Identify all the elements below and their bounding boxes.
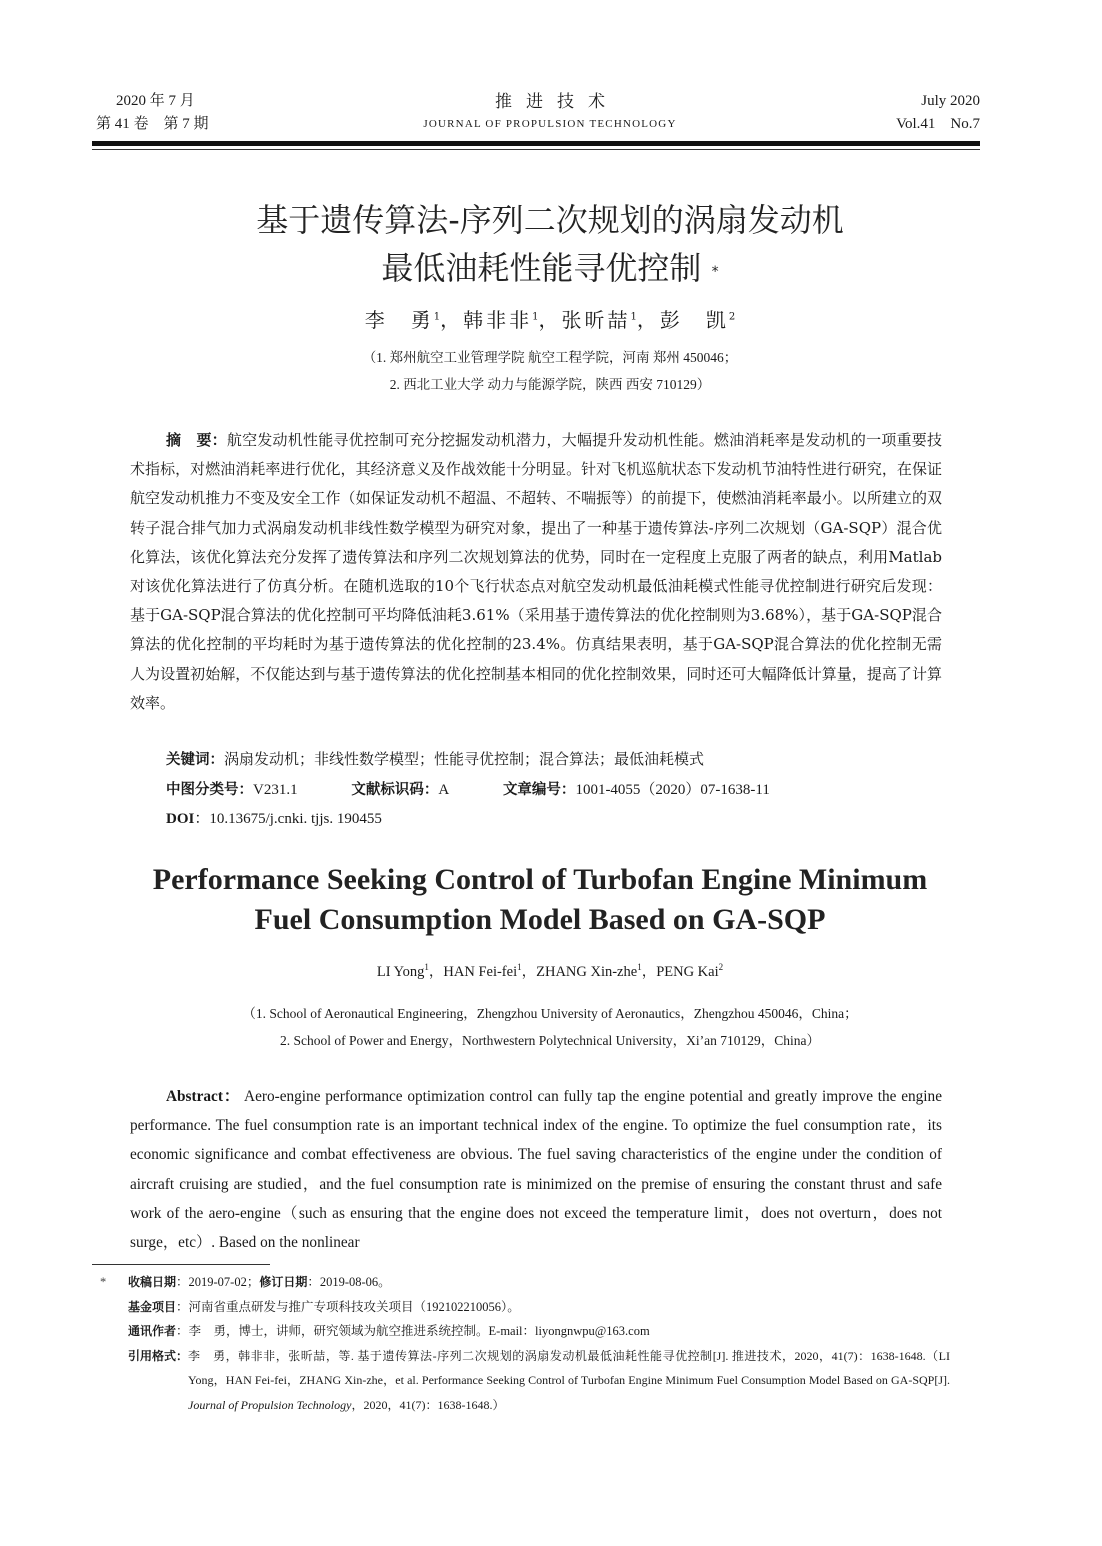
affiliation-en-2: 2. School of Power and Energy，Northwestern Polytechnical University，Xi’an 710129，China） [279, 1033, 821, 1048]
author-en: ZHANG Xin-zhe$^1$ [536, 962, 642, 980]
author-en: PENG Kai$^2$ [656, 962, 724, 980]
footnote-dates: * 收稿日期：2019-07-02；修订日期：2019-08-06。 [100, 1270, 950, 1295]
affiliations-en [100, 1000, 1000, 1054]
abstract-en [130, 1082, 942, 1257]
header-rule-thin [92, 149, 980, 150]
footnote-mark: * [100, 1275, 107, 1289]
keywords-cn: 关键词：涡扇发动机；非线性数学模型；性能寻优控制；混合算法；最低油耗模式 [166, 752, 705, 768]
issue-date-cn: 2020 年 7 月 [116, 93, 195, 109]
volume-issue-cn: 第 41 卷 第 7 期 [96, 116, 209, 132]
title-cn-line-1: 基于遗传算法-序列二次规划的涡扇发动机 [256, 201, 844, 239]
article-metadata-cn [166, 746, 770, 835]
abstract-en-label: Abstract： [166, 1088, 241, 1105]
author-cn: 李 勇$^1$ [364, 307, 441, 332]
affiliation-cn-1: （1. 郑州航空工业管理学院 航空工程学院，河南 郑州 450046； [362, 350, 738, 365]
journal-name-cn: 推进技术 [495, 92, 619, 111]
author-cn: 韩非非$^1$ [463, 307, 539, 332]
footnote-corresponding-author: 通讯作者：李 勇，博士，讲师，研究领域为航空推进系统控制。E-mail：liyongnwpu@163.com [128, 1324, 650, 1338]
footnote-rule [92, 1264, 270, 1265]
author-list-en: LI Yong$^1$，HAN Fei-fei$^1$，ZHANG Xin-zhe$^1$，PENG Kai$^2$ [376, 962, 724, 980]
clc-number: V231.1 [253, 781, 298, 798]
footnote-citation: 引用格式： 李 勇，韩非非，张昕喆，等. 基于遗传算法-序列二次规划的涡扇发动机最低油耗性能寻优控制[J]. 推进技术，2020，41(7)：1638-1648.（LI Yong，HAN Fei-fei，ZHANG Xin-zhe，et al. Performance Seeking Control of Turbofan Engine Minimum Fuel Consumption Model Based on GA-SQP[J]. Journal of Propulsion Technology，2020，41(7)：1638-1648.） [128, 1348, 950, 1412]
author-en: LI Yong$^1$ [376, 962, 429, 980]
running-header-right [896, 90, 980, 136]
title-footnote-mark: * [711, 264, 719, 280]
abstract-en-text: Aero-engine performance optimization control can fully tap the engine potential and greatly improve the engine performance. The fuel consumption rate is an important technical index of the engine. To optimize the fuel consumption rate，its economic significance and combat effectiveness are obvious. The fuel saving characteristics of the engine under the condition of aircraft cruising are studied，and the fuel consumption rate is minimized on the premise of ensuring the constant thrust and safe work of the aero-engine（such as ensuring that the engine does not exceed the temperature limit，does not overturn，does not surge，etc）. Based on the nonlinear [130, 1088, 942, 1252]
paper-title-en [100, 860, 980, 940]
author-list-cn: 李 勇$^1$，韩非非$^1$，张昕喆$^1$，彭 凯$^2$ [364, 307, 736, 332]
title-cn-line-2: 最低油耗性能寻优控制 * [381, 249, 719, 287]
abstract-cn-label: 摘 要： [166, 431, 227, 449]
abstract-cn-text: 航空发动机性能寻优控制可充分挖掘发动机潜力，大幅提升发动机性能。燃油消耗率是发动机的一项重要技术指标，对燃油消耗率进行优化，其经济意义及作战效能十分明显。针对飞机巡航状态下发动机节油特性进行研究，在保证航空发动机推力不变及安全工作（如保证发动机不超温、不超转、不喘振等）的前提下，使燃油消耗率最小。以所建立的双转子混合排气加力式涡扇发动机非线性数学模型为研究对象，提出了一种基于遗传算法-序列二次规划（GA-SQP）混合优化算法，该优化算法充分发挥了遗传算法和序列二次规划算法的优势，同时在一定程度上克服了两者的缺点，利用Matlab对该优化算法进行了仿真分析。在随机选取的10个飞行状态点对航空发动机最低油耗模式性能寻优控制进行研究后发现：基于GA-SQP混合算法的优化控制可平均降低油耗3.61%（采用基于遗传算法的优化控制则为3.68%），基于GA-SQP混合算法的优化控制的平均耗时为基于遗传算法的优化控制的23.4%。仿真结果表明，基于GA-SQP混合算法的优化控制无需人为设置初始解，不仅能达到与基于遗传算法的优化控制基本相同的优化控制效果，同时还可大幅降低计算量，提高了计算效率。 [130, 431, 942, 712]
journal-name-en: JOURNAL OF PROPULSION TECHNOLOGY [423, 118, 677, 130]
doi-value[interactable]: ：10.13675/j.cnki. tjjs. 190455 [194, 811, 382, 827]
running-header-center [380, 90, 720, 135]
affiliations-cn [120, 344, 980, 398]
affiliation-cn-2: 2. 西北工业大学 动力与能源学院，陕西 西安 710129） [389, 377, 711, 392]
author-cn: 彭 凯$^2$ [659, 307, 736, 332]
author-en: HAN Fei-fei$^1$ [443, 962, 522, 980]
volume-issue-en: Vol.41 No.7 [896, 116, 980, 132]
issue-date-en: July 2020 [921, 93, 980, 109]
doi-row: DOI：10.13675/j.cnki. tjjs. 190455 [166, 811, 382, 827]
article-number: 1001-4055（2020）07-1638-11 [575, 781, 770, 798]
paper-title-cn [120, 196, 980, 292]
document-code: A [438, 781, 450, 798]
footnote-fund: 基金项目：河南省重点研发与推广专项科技攻关项目（192102210056）。 [128, 1299, 520, 1314]
running-header-left [96, 90, 209, 136]
title-en-line-2: Fuel Consumption Model Based on GA-SQP [254, 903, 826, 936]
classification-row: 中图分类号：V231.1 文献标识码：A 文章编号：1001-4055（2020）07-1638-11 [166, 781, 770, 798]
author-cn: 张昕喆$^1$ [561, 307, 637, 332]
abstract-cn [130, 426, 942, 718]
header-rule-thick [92, 141, 980, 146]
title-en-line-1: Performance Seeking Control of Turbofan Engine Minimum [152, 863, 928, 896]
footnotes [100, 1270, 950, 1417]
affiliation-en-1: （1. School of Aeronautical Engineering，Zhengzhou University of Aeronautics，Zhengzhou 450046，China； [242, 1006, 858, 1021]
